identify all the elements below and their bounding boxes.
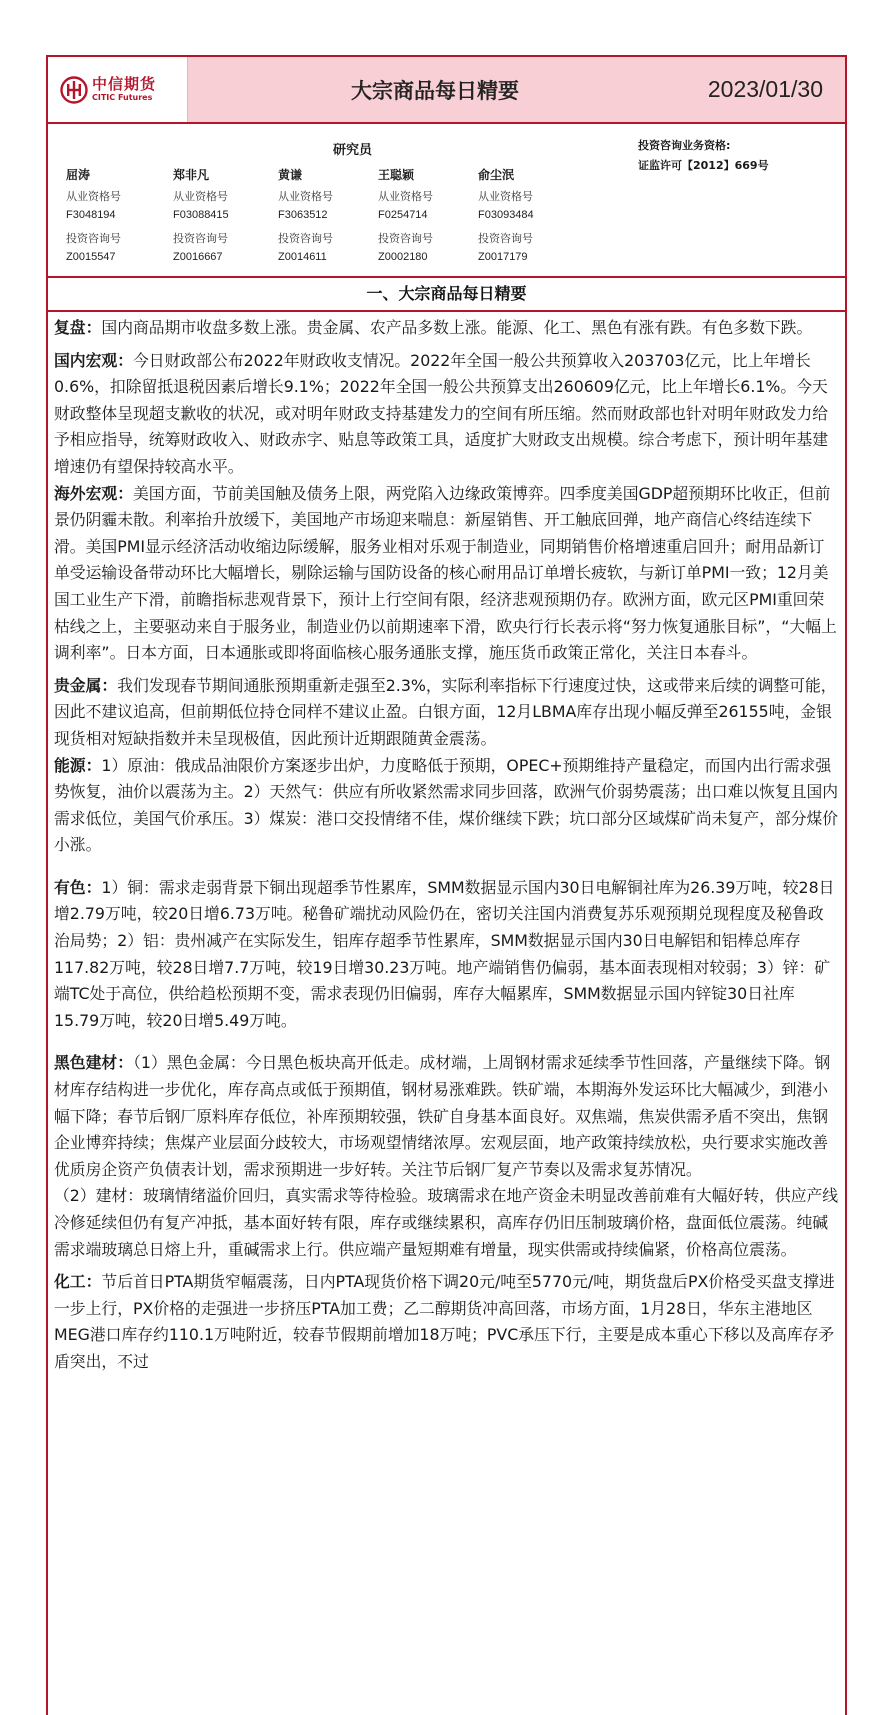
report-title: 大宗商品每日精要: [351, 78, 519, 103]
paragraph-review: [54, 315, 839, 342]
qualification-label: 从业资格号: [66, 190, 121, 203]
paragraph-text: （2）建材：玻璃情绪溢价回归，真实需求等待检验。玻璃需求在地产资金未明显改善前难有大幅好转，供应产线冷修延续但仍有复产冲抵，基本面好转有限，库存或继续累积，高库存仍旧压制玻璃价格，盘面低位震荡。纯碱需求端玻璃总日熔上升，重碱需求上行。供应端产量短期难有增量，现实供需或持续偏紧，价格高位震荡。: [54, 1186, 839, 1259]
consulting-label: 投资咨询号: [66, 232, 121, 245]
logo-chinese-name: 中信期货: [92, 75, 157, 93]
paragraph-text: 国内商品期市收盘多数上涨。贵金属、农产品多数上涨。能源、化工、黑色有涨有跌。有色多数下跌。: [101, 318, 813, 337]
consulting-label: 投资咨询号: [278, 232, 333, 245]
paragraph-lead: 贵金属：: [54, 675, 118, 695]
qualification-label: 从业资格号: [478, 190, 533, 203]
consulting-label: 投资咨询号: [378, 232, 433, 245]
report-date: 2023/01/30: [707, 76, 823, 102]
paragraph-text: （1）黑色金属：今日黑色板块高开低走。成材端，上周钢材需求延续季节性回落，产量继续下降。钢材库存结构进一步优化，库存高点或低于预期值，钢材易涨难跌。铁矿端，本期海外发运环比大幅减少，到港小幅下降；春节后钢厂原料库存低位，补库预期较强，铁矿自身基本面良好。双焦端，焦炭供需矛盾不突出，焦钢企业博弈持续；焦煤产业层面分歧较大，市场观望情绪浓厚。宏观层面，地产政策持续放松，央行要求实施改善优质房企资产负债表计划，需求预期进一步好转。关注节后钢厂复产节奏以及需求复苏情况。: [54, 1053, 831, 1179]
title-banner: [188, 57, 845, 122]
qualification-number: F3063512: [278, 209, 328, 221]
license-info: [638, 136, 769, 176]
brand-logo: [48, 57, 188, 122]
researcher-block: [48, 124, 845, 278]
consulting-number: Z0014611: [278, 251, 327, 263]
paragraph-lead: 化工：: [54, 1272, 102, 1292]
researcher-label: 研究员: [333, 143, 373, 158]
paragraph-text: 1）铜：需求走弱背景下铜出现超季节性累库，SMM数据显示国内30日电解铜社库为26.39万吨，较28日增2.79万吨，较20日增6.73万吨。秘鲁矿端扰动风险仍在，密切关注国内消费复苏乐观预期兑现程度及秘鲁政治局势；2）铝：贵州减产在实际发生，铝库存超季节性累库，SMM数据显示国内30日电解铝和铝棒总库存117.82万吨，较28日增7.7万吨，较19日增30.23万吨。地产端销售仍偏弱，基本面表现相对较弱；3）锌：矿端TC处于高位，供给趋松预期不变，需求表现仍旧偏弱，库存大幅累库，SMM数据显示国内锌锭30日社库15.79万吨，较20日增5.49万吨。: [54, 877, 835, 1030]
paragraph-lead: 能源：: [54, 755, 102, 775]
paragraph-text: 1）原油：俄成品油限价方案逐步出炉，力度略低于预期，OPEC+预期维持产量稳定，而国内出行需求强势恢复，油价以震荡为主。2）天然气：供应有所收紧然需求同步回落，欧洲气价弱势震荡；出口难以恢复且国内需求低位，美国气价承压。3）煤炭：港口交投情绪不佳，煤价继续下跌；坑口部分区域煤矿尚未复产，部分煤价小涨。: [54, 755, 839, 855]
paragraph-text: 今日财政部公布2022年财政收支情况。2022年全国一般公共预算收入203703亿元，比上年增长0.6%，扣除留抵退税因素后增长9.1%；2022年全国一般公共预算支出260609亿元，比上年增长6.1%。今天财政整体呈现超支歉收的状况，或对明年财政支持基建发力的空间有所压缩。然而财政部也针对明年财政发力给予相应指导，统筹财政收入、财政赤字、贴息等政策工具，适度扩大财政支出规模。综合考虑下，预计明年基建增速仍有望保持较高水平。: [54, 350, 829, 476]
report-header: [48, 57, 845, 124]
analyst-card: [378, 166, 433, 266]
analyst-name: 屈涛: [66, 168, 91, 182]
paragraph-lead: 黑色建材：: [54, 1053, 133, 1073]
paragraph-nonferrous: [54, 875, 839, 1035]
consulting-number: Z0015547: [66, 251, 116, 263]
paragraph-lead: 有色：: [54, 877, 102, 897]
qualification-number: F03093484: [478, 209, 534, 221]
paragraph-text: 我们发现春节期间通胀预期重新走强至2.3%，实际利率指标下行速度过快，这或带来后续的调整可能，因此不建议追高，但前期低位持仓同样不建议止盈。白银方面，12月LBMA库存出现小幅反弹至26155吨，金银现货相对短缺指数并未呈现极值，因此预计近期跟随黄金震荡。: [54, 675, 837, 748]
paragraph-lead: 国内宏观：: [54, 350, 133, 370]
paragraph-domestic-macro: [54, 348, 839, 481]
citic-logo-icon: [60, 76, 88, 104]
license-line-2: 证监许可【2012】669号: [638, 159, 769, 172]
analyst-name: 黄谦: [278, 168, 303, 182]
consulting-label: 投资咨询号: [173, 232, 228, 245]
analyst-name: 俞尘泯: [478, 168, 515, 182]
paragraph-text: 美国方面，节前美国触及债务上限，两党陷入边缘政策博弈。四季度美国GDP超预期环比收正，但前景仍阴霾未散。利率抬升放缓下，美国地产市场迎来喘息：新屋销售、开工触底回弹，地产商信心终结连续下滑。美国PMI显示经济活动收缩边际缓解，服务业相对乐观于制造业，同期销售价格增速重启回升；耐用品新订单受运输设备带动环比大幅增长，剔除运输与国防设备的核心耐用品订单增长疲软，与新订单PMI一致；12月美国工业生产下滑，前瞻指标悲观背景下，预计上行空间有限，经济悲观预期仍存。欧洲方面，欧元区PMI重回荣枯线之上，主要驱动来自于服务业，制造业仍以前期速率下滑，欧央行行长表示将“努力恢复通胀目标”，“大幅上调利率”。日本方面，日本通胀或即将面临核心服务通胀支撑，施压货币政策正常化，关注日本春斗。: [54, 483, 837, 663]
paragraph-energy: [54, 753, 839, 859]
paragraph-chemicals: [54, 1269, 839, 1375]
qualification-label: 从业资格号: [378, 190, 433, 203]
section-heading: 一、大宗商品每日精要: [48, 278, 845, 312]
analyst-card: [478, 166, 534, 266]
paragraph-ferrous-building: [54, 1050, 839, 1183]
qualification-number: F3048194: [66, 209, 116, 221]
paragraph-overseas-macro: [54, 481, 839, 667]
qualification-number: F0254714: [378, 209, 428, 221]
consulting-number: Z0002180: [378, 251, 428, 263]
qualification-number: F03088415: [173, 209, 229, 221]
consulting-number: Z0017179: [478, 251, 528, 263]
consulting-number: Z0016667: [173, 251, 223, 263]
analyst-card: [278, 166, 333, 266]
report-page: [46, 55, 847, 1715]
paragraph-lead: 海外宏观：: [54, 483, 133, 503]
logo-english-name: CITIC Futures: [92, 93, 153, 102]
paragraph-lead: 复盘：: [54, 318, 102, 337]
analyst-name: 王聪颖: [378, 168, 415, 182]
qualification-label: 从业资格号: [278, 190, 333, 203]
analyst-card: [66, 166, 121, 266]
paragraph-building-materials: [54, 1183, 839, 1263]
paragraph-precious-metals: [54, 673, 839, 753]
analyst-name: 郑非凡: [173, 168, 210, 182]
license-line-1: 投资咨询业务资格:: [638, 139, 731, 152]
paragraph-text: 节后首日PTA期货窄幅震荡，日内PTA现货价格下调20元/吨至5770元/吨，期货盘后PX价格受买盘支撑进一步上行，PX价格的走强进一步挤压PTA加工费；乙二醇期货冲高回落，市场方面，1月28日，华东主港地区MEG港口库存约110.1万吨附近，较春节假期前增加18万吨；PVC承压下行，主要是成本重心下移以及高库存矛盾突出，不过: [54, 1272, 835, 1371]
report-body: [48, 312, 845, 1376]
qualification-label: 从业资格号: [173, 190, 228, 203]
consulting-label: 投资咨询号: [478, 232, 533, 245]
analyst-card: [173, 166, 229, 266]
